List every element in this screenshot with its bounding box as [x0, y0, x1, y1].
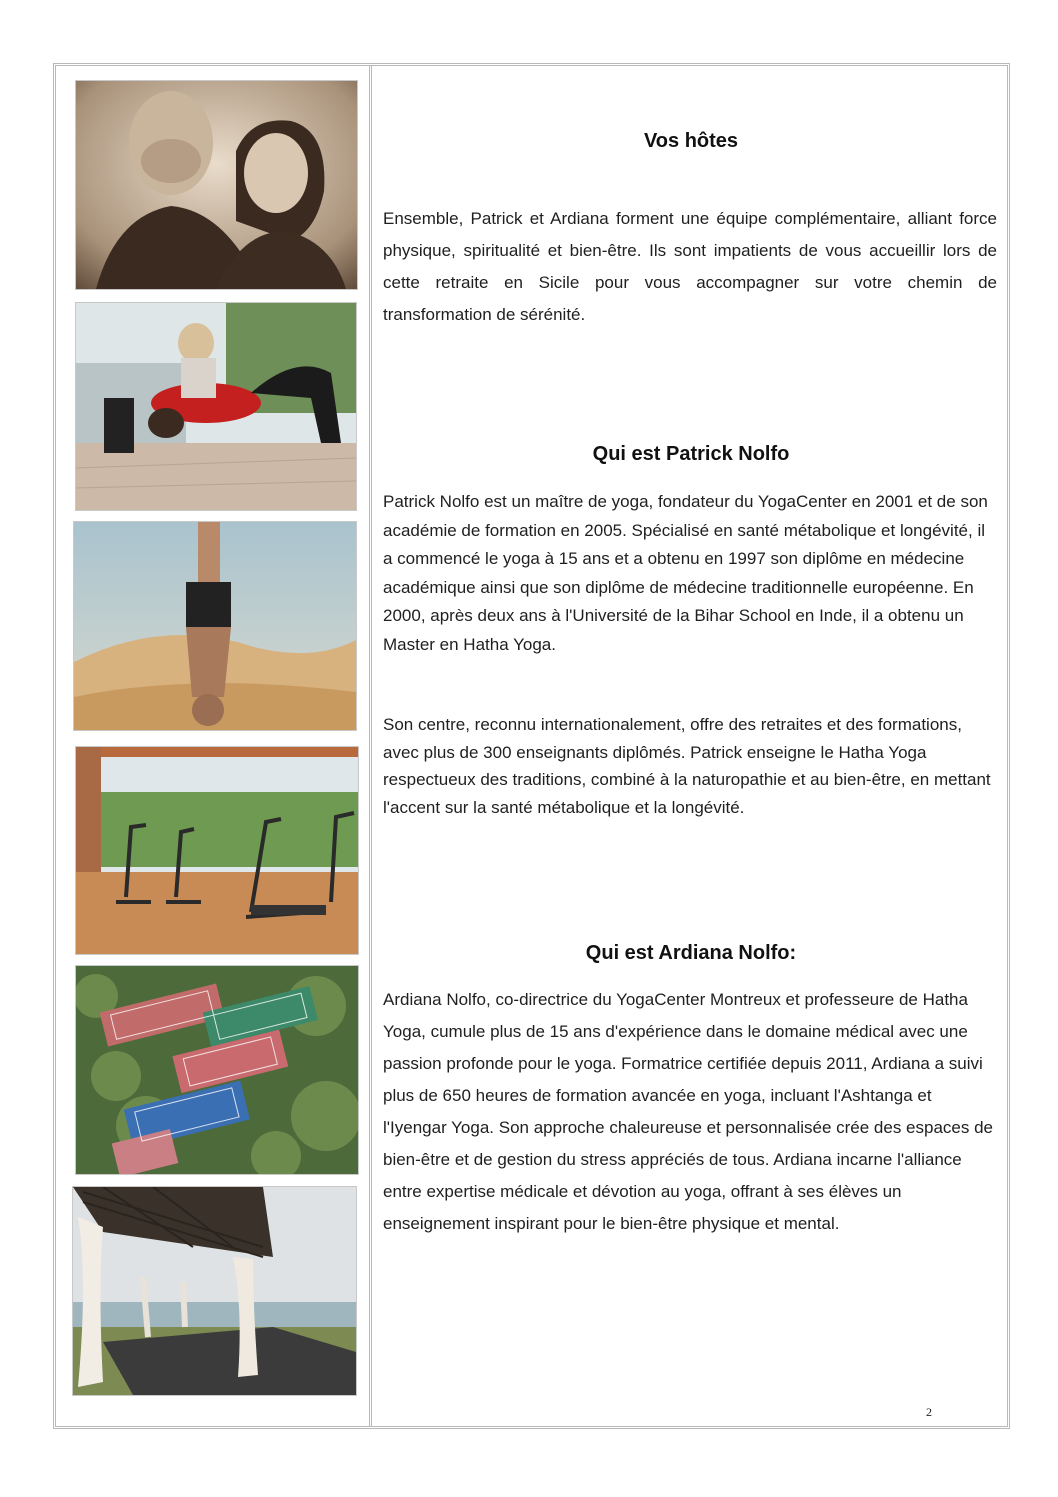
- patrick-paragraph-1: Patrick Nolfo est un maître de yoga, fondateur du YogaCenter en 2001 et de son académie de formation en 2005. Spécialisé en santé métabolique et longévité, il a commencé le yoga à 15 ans et a obtenu en 1997 son diplôme en médecine académique ainsi que son diplôme de médecine traditionnelle européenne. En 2000, après deux ans à l'Université de la Bihar School en Inde, il a obtenu un Master en Hatha Yoga.: [383, 492, 988, 654]
- patrick-paragraph-2: Son centre, reconnu internationalement, offre des retraites et des formations, avec plus de 300 enseignants diplômés. Patrick enseigne le Hatha Yoga respectueux des traditions, combiné à la naturopathie et au bien-être, en mettant l'accent sur la santé métabolique et la longévité.: [383, 715, 991, 817]
- patrick-heading: Qui est Patrick Nolfo: [592, 443, 790, 465]
- tennis-courts-aerial-photo: [75, 965, 359, 1175]
- hosts-portrait-photo: [75, 80, 358, 290]
- page-number: 2: [926, 1405, 932, 1419]
- photo-column: [56, 66, 372, 1426]
- handstand-desert-photo: [73, 521, 357, 731]
- hosts-paragraph: Ensemble, Patrick et Ardiana forment une équipe complémentaire, alliant force physique, spiritualité et bien-être. Ils sont impatients de vous accueillir lors de cette retraite en Sicile pour vous accompagner sur votre chemin de transformation de sérénité.: [383, 209, 997, 324]
- yoga-pose-photo: [75, 302, 357, 511]
- ardiana-heading: Qui est Ardiana Nolfo:: [585, 942, 797, 964]
- ardiana-paragraph: Ardiana Nolfo, co-directrice du YogaCenter Montreux et professeure de Hatha Yoga, cumule plus de 15 ans d'expérience dans le domaine médical avec une passion profonde pour le yoga. Formatrice certifiée depuis 2011, Ardiana a suivi plus de 650 heures de formation avancée en yoga, incluant l'Ashtanga et l'Iyengar Yoga. Son approche chaleureuse et personnalisée crée des espaces de bien-être et de gestion du stress appréciés de tous. Ardiana incarne l'alliance entre expertise médicale et dévotion au yoga, offrant à ses élèves un enseignement inspirant pour le bien-être physique et mental.: [383, 990, 994, 1233]
- gym-photo: [75, 746, 359, 955]
- text-column: [375, 66, 1007, 1426]
- page-table: [53, 63, 1010, 1429]
- hosts-heading: Vos hôtes: [643, 130, 739, 152]
- pergola-sea-photo: [72, 1186, 357, 1396]
